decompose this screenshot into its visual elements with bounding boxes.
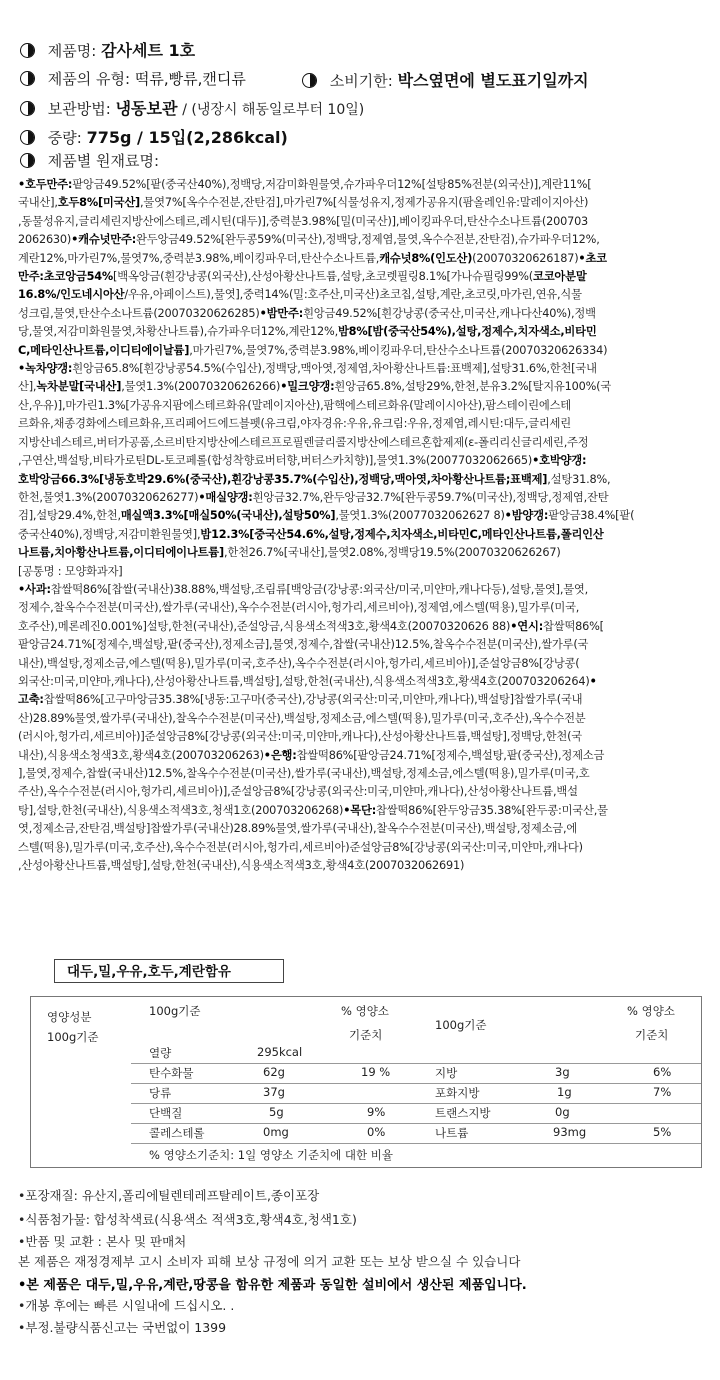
weight-label: 중량: (47, 129, 82, 147)
ingredients-line: 탕],설탕,한천(국내산),식용색소적색3호,청색1호(200703206268)•목단:찹쌀떡86%[완두앙금35.38%[완두콩:미국산,물 (18, 803, 608, 817)
col-basis-left: 100g기준 (149, 1004, 201, 1018)
ingredients-line: 내산),식용색소청색3호,황색4호(200703206263)•은행:찹쌀떡86%[팥앙금24.71%[정제수,백설탕,팥(중국산),정제소금 (18, 748, 605, 762)
ingredients-line: C,메타인산나트륨,이디티에이날륨],마가린7%,물엿7%,중력분3.98%,베이킹파우더,탄산수소나트륨(20070320626334) (18, 343, 608, 357)
half-circle-icon (20, 71, 35, 86)
nutrient-value: 3g (555, 1065, 570, 1079)
weight-row (20, 125, 288, 148)
col-dv-left-2: 기준치 (349, 1028, 383, 1042)
half-circle-icon (20, 43, 35, 58)
nutrient-name: 콜레스테롤 (149, 1126, 205, 1140)
storage-label: 보관방법: (47, 100, 111, 118)
ingredients-line: ],물엿,정제수,찹쌀(국내산)12.5%,찰옥수수전분(미국산),쌀가루(국내산),백설탕,정제소금,에스텔(떡용),밀가루(미국,호 (18, 767, 590, 780)
nutrient-name: 단백질 (149, 1106, 183, 1120)
allergen-facility-note: •본 제품은 대두,밀,우유,계란,땅콩을 함유한 제품과 동일한 설비에서 생산된 제품입니다. (18, 1278, 527, 1293)
ingredients-line: ,구연산,백설탕,비타가로틴DL-토코페롤(합성착향료버터향,버터스카치향)],물엿1.3%(20077032062665)•호박양갱: (18, 454, 587, 468)
nutrient-name: 당류 (149, 1086, 172, 1100)
ingredients-list (18, 176, 708, 875)
nutrient-dv: 6% (653, 1065, 672, 1079)
ingredients-line: 지방산네스테르,버터가공품,소르비탄지방산에스테르프로필렌글리콜지방산에스테르혼합제제(ε-폴리리신글리세린,주정 (18, 435, 589, 449)
ingredients-line: 고축:찹쌀떡86%[고구마앙금35.38%[냉동:고구마(중국산),강낭콩(외국산:미국,미얀마,캐나다),백설탕]찹쌀가루(국내 (18, 693, 583, 707)
ingredients-line: 국내산],호두8%[미국산],물엿7%[옥수수전분,잔탄검],마가린7%[식물성유지,정제가공유지(팜올레인유:말레이지아산) (18, 196, 589, 210)
half-circle-icon (20, 153, 35, 168)
nutrient-value: 5g (269, 1105, 284, 1119)
nutrient-value: 93mg (553, 1125, 587, 1139)
ingredients-line: 르화유,채종경화에스테르화유,프리페어드에드블펫(유크림,야자경유:우유,유크림:우유,정제염,레시틴:대두,글리세린 (18, 417, 571, 431)
nutrition-footnote: % 영양소기준치: 1일 영양소 기준치에 대한 비율 (149, 1148, 394, 1162)
half-circle-icon (20, 101, 35, 116)
additives-note: •식품첨가물: 합성착색료(식용색소 적색3호,황색4호,청색1호) (18, 1212, 357, 1227)
half-circle-icon (302, 73, 317, 88)
expiry-value: 박스옆면에 별도표기일까지 (397, 71, 589, 90)
nutrition-title-1: 영양성분 (47, 1010, 92, 1024)
nutrient-value: 62g (263, 1065, 285, 1079)
nutrition-table (30, 996, 702, 1168)
allergen-box: 대두,밀,우유,호두,계란함유 (54, 959, 284, 983)
report-note: •부정.불량식품신고는 국번없이 1399 (18, 1320, 227, 1335)
ingredients-line: 산,우유)],마가린1.3%[가공유지팜에스테르화유(말레이지아산),팜핵에스테르화유(말레이시아산),팜스테이린에스테 (18, 398, 571, 412)
compensation-note: 본 제품은 재정경제부 고시 소비자 피해 보상 규정에 의거 교환 또는 보상 받으실 수 있습니다 (18, 1254, 521, 1269)
product-type-value: 떡류,빵류,캔디류 (134, 70, 246, 88)
nutrient-value: 37g (263, 1085, 285, 1099)
nutrient-name: 지방 (435, 1066, 458, 1080)
ingredients-line: 외국산:미국,미얀마,캐나다),산성아황산나트륨,백설탕],설탕,한천(국내산),식용색소적색3호,황색4호(200703206264)• (18, 674, 597, 688)
ingredients-line: 한천,물엿1.3%(20070320626277)•매실양갱:흰앙금32.7%,완두앙금32.7%[완두콩59.7%(미국산),정백당,정제염,잔탄 (18, 490, 609, 504)
col-dv-right-1: % 영양소 (627, 1004, 675, 1018)
ingredients-line: 내산),백설탕,정제소금,에스텔(떡용),밀가루(미국,호주산),옥수수전분(러시아,헝가리,세르비아)],준설앙금8%[강낭콩( (18, 656, 580, 670)
nutrition-title-2: 100g기준 (47, 1030, 99, 1044)
nutrient-name: 열량 (149, 1046, 172, 1060)
storage-value: 냉동보관 (115, 99, 178, 118)
ingredients-line: 주산),옥수수전분(러시아,헝가리,세르비아)],준설앙금8%[강낭콩(외국산:미국,미얀마,캐나다),산성아황산나트륨,백설 (18, 785, 578, 799)
ingredients-line: 호박앙금66.3%[냉동호박29.6%(중국산),흰강낭콩35.7%(수입산),정백당,맥아엿,차아황산나트륨;표백제],설탕31.8%, (18, 472, 611, 486)
nutrient-name: 탄수화물 (149, 1066, 194, 1080)
return-note: •반품 및 교환 : 본사 및 판매처 (18, 1234, 187, 1249)
ingredients-line: 2062630)•캐슈넛만주:완두앙금49.52%[완두콩59%(미국산),정백당,정제염,물엿,옥수수전분,잔탄검),슈가파우더12%, (18, 233, 600, 247)
row-divider (131, 1123, 701, 1124)
weight-value: 775g / 15입(2,286kcal) (86, 128, 288, 147)
ingredients-line: 팥앙금24.71%[정제수,백설탕,팥(중국산),정제소금],물엿,정제수,찹쌀(국내산)12.5%,찰옥수수전분(미국산),쌀가루(국 (18, 638, 589, 652)
nutrient-dv: 7% (653, 1085, 672, 1099)
nutrient-name: 나트륨 (435, 1126, 469, 1140)
ingredients-line: 성크림,물엿,탄산수소나트륨(20070320626285)•밤만주:흰앙금49.52%[흰강낭콩(중국산,미국산,캐나다산40%),정백 (18, 306, 596, 320)
ingredients-line: 산)28.89%물엿,쌀가루(국내산),찰옥수수전분(미국산),백설탕,정제소금,에스텔(떡용),밀가루(미국,호주산),옥수수전분 (18, 711, 586, 725)
ingredients-line: 엿,정제소금,잔탄검,백설탕]찹쌀가루(국내산)28.89%물엿,쌀가루(국내산),찰옥수수전분(미국산),백설탕,정제소금,에 (18, 822, 578, 836)
ingredients-line: 계란12%,마가린7%,물엿7%,중력분3.98%,베이킹파우더,탄산수소나트륨,캐슈넛8%(인도산)(20070320626187)•초코 (18, 251, 607, 265)
col-dv-right-2: 기준치 (635, 1028, 669, 1042)
ingredients-line: ,동물성유지,글리세린지방산에스테르,레시틴(대두)],중력분3.98%[밀(미국산)],베이킹파우더,탄산수소나트륨(200703 (18, 214, 589, 228)
nutrient-dv: 5% (653, 1125, 672, 1139)
ingredients-line: 나트륨,치아황산나트륨,이디티에이나트륨],한천26.7%[국내산],물엿2.08%,정백당19.5%(20070320626267) (18, 546, 561, 560)
packaging-note: •포장재질: 유산지,폴리에틸렌테레프탈레이트,종이포장 (18, 1188, 320, 1203)
ingredients-title: 제품별 원재료명: (47, 152, 160, 170)
ingredients-line: 정제수,찰옥수수전분(미국산),쌀가루(국내산),옥수수전분(러시아,헝가리,세르비아),정제염,에스텔(떡용),밀가루(미국, (18, 601, 580, 615)
ingredients-line: 만주:초코앙금54%[백옥앙금(흰강낭콩(외국산),산성아황산나트륨,설탕,초코렛필링8.1%[가나슈필링99%(코코아분말 (18, 270, 587, 284)
product-name-row (20, 38, 195, 61)
row-divider (131, 1083, 701, 1084)
product-name-value: 감사세트 1호 (101, 41, 196, 60)
product-name-label: 제품명: (47, 42, 97, 60)
half-circle-icon (20, 130, 35, 145)
ingredients-line: ,산성아황산나트륨,백설탕],설탕,한천(국내산),식용색소적색3호,황색4호(2007032062691) (18, 859, 465, 873)
opening-note: •개봉 후에는 빠른 시일내에 드십시오. . (18, 1298, 235, 1313)
row-divider (131, 1063, 701, 1064)
expiry-row (302, 68, 589, 91)
storage-note: / (냉장시 해동일로부터 10일) (182, 102, 365, 118)
ingredients-line: •호두만주:팥앙금49.52%[팥(중국산40%),정백당,저감미화원물엿,슈가파우더12%[설탕85%전분(외국산)],계란11%[ (18, 178, 592, 191)
nutrient-dv: 0% (367, 1125, 386, 1139)
nutrient-value: 0mg (263, 1125, 289, 1139)
row-divider (131, 1143, 701, 1144)
nutrient-value: 1g (557, 1085, 572, 1099)
nutrient-name: 트랜스지방 (435, 1106, 491, 1120)
ingredients-line: •녹차양갱:흰앙금65.8%[흰강낭콩54.5%(수입산),정백당,맥아엿,정제염,차아황산나트륨:표백제],설탕31.6%,한천[국내 (18, 362, 597, 376)
nutrient-dv: 9% (367, 1105, 386, 1119)
col-basis-right: 100g기준 (435, 1018, 487, 1032)
ingredients-line: (러시아,헝가리,세르비아)]준설앙금8%[강낭콩(외국산:미국,미얀마,캐나다),산성아황산나트륨,백설탕],정백당,한천(국 (18, 730, 582, 744)
product-type-row (20, 68, 246, 89)
product-type-label: 제품의 유형: (47, 70, 131, 88)
ingredients-line: 중국산40%),정백당,저감미환원물엿],밤12.3%[중국산54.6%,설탕,정제수,치자색소,비타민C,메타인산나트륨,폴리인산 (18, 527, 604, 541)
ingredients-line: •사과:찹쌀떡86%[찹쌀(국내산)38.88%,백설탕,조림류[백앙금(강낭콩:외국산/미국,미얀마,캐나다등),설탕,물엿],물엿, (18, 582, 589, 596)
nutrient-value: 0g (555, 1105, 570, 1119)
ingredients-line: 검],설탕29.4%,한천,매실액3.3%[매실50%(국내산),설탕50%],물엿1.3%(20077032062627 8)•밤양갱:팥앙금38.4%[팥( (18, 509, 635, 523)
nutrient-name: 포화지방 (435, 1086, 480, 1100)
storage-row (20, 96, 364, 119)
row-divider (131, 1103, 701, 1104)
ingredients-line: 스텔(떡용),밀가루(미국,호주산),옥수수전분(러시아,헝가리,세르비아)준설앙금8%[강낭콩(외국산:미국,미얀마,캐나다) (18, 840, 583, 854)
ingredients-line: 호주산),메론레진0.001%]설탕,한천(국내산),준설앙금,식용색소적색3호,황색4호(20070320626 88)•연시:찹쌀떡86%[ (18, 619, 604, 633)
nutrient-value: 295kcal (257, 1045, 303, 1059)
expiry-label: 소비기한: (329, 72, 393, 90)
ingredients-title-row (20, 150, 159, 171)
ingredients-line: 산],녹차분말[국내산],물엿1.3%(20070320626266)•밀크양갱:흰앙금65.8%,설탕29%,한천,분유3.2%[탈지유100%(국 (18, 380, 612, 394)
ingredients-line: 당,물엿,저감미화원물엿,차황산나트륨),슈가파우더12%,계란12%,밤8%[밤(중국산54%),설탕,정제수,치자색소,비타민 (18, 325, 597, 339)
nutrient-dv: 19 % (361, 1065, 391, 1079)
ingredients-line: 16.8%/인도네시아산/우유,아페이스트),물엿],중력14%(밀:호주산,미국산)초코칩,설탕,계란,초코릿,마가린,연유,식물 (18, 288, 582, 302)
col-dv-left-1: % 영양소 (341, 1004, 389, 1018)
ingredients-line: [공통명 : 모양화과자] (18, 564, 123, 578)
